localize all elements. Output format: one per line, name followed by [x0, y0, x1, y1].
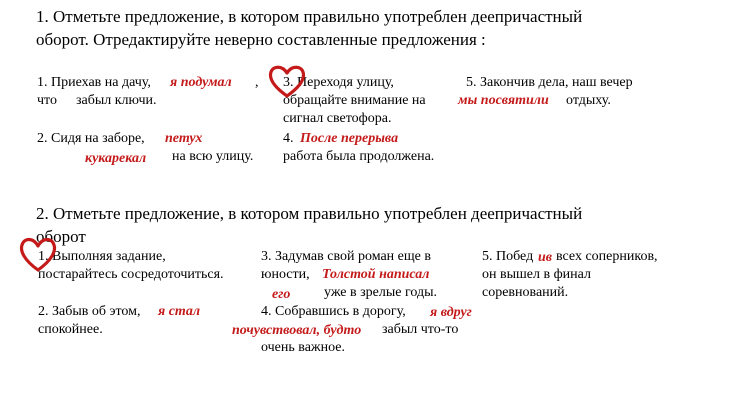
task1-s3-line2: обращайте внимание на [283, 93, 426, 108]
task1-s1-comma: , [255, 75, 259, 90]
task1-s5-line2: отдыху. [566, 93, 611, 108]
task1-title-line2: оборот. Отредактируйте неверно составленные предложения : [36, 30, 486, 49]
task2-s1-line1: 1. Выполняя задание, [38, 249, 166, 264]
task2-s5-line3: соревнований. [482, 285, 569, 300]
task1-s1-line2a: что [37, 93, 57, 108]
task1-s3-line1: 3. Переходя улицу, [283, 75, 394, 90]
task2-s2-line1: 2. Забыв об этом, [38, 304, 141, 319]
task2-s3-line3: уже в зрелые годы. [324, 285, 437, 300]
task2-s3-line1: 3. Задумав свой роман еще в [261, 249, 431, 264]
task1-s4-correction: После перерыва [300, 131, 399, 146]
task1-s3-line3: сигнал светофора. [283, 111, 392, 126]
task2-s5-line1a: 5. Побед [482, 249, 534, 264]
task1-title-line1: 1. Отметьте предложение, в котором правильно употреблен деепричастный [36, 7, 583, 26]
task1-s1-line1: 1. Приехав на дачу, [37, 75, 151, 90]
task2-s4-line2: забыл что-то [382, 322, 459, 337]
task2-s1-line2: постарайтесь сосредоточиться. [38, 267, 224, 282]
heart-icon [267, 64, 307, 100]
heart-icon [18, 236, 58, 274]
task1-s1-correction: я подумал [170, 75, 232, 90]
task1-s2-line2: на всю улицу. [172, 149, 254, 164]
task1-s4-line2: работа была продолжена. [283, 149, 435, 164]
task2-s4-correction2: почувствовал, будто [232, 323, 362, 338]
task2-s2-line2: спокойнее. [38, 322, 103, 337]
task1-s5-correction: мы посвятили [458, 93, 549, 108]
task1-s1-line2b: забыл ключи. [76, 93, 157, 108]
task2-s5-line1b: всех соперников, [556, 249, 658, 264]
task1-s2-line1: 2. Сидя на заборе, [37, 131, 145, 146]
task2-s5-line2: он вышел в финал [482, 267, 591, 282]
task2-s2-correction: я стал [158, 304, 200, 319]
task2-s3-correction1: Толстой написал [322, 267, 430, 282]
task2-s5-correction: ив [538, 250, 553, 265]
task2-s3-correction2: его [272, 287, 291, 302]
task2-s4-line3: очень важное. [261, 340, 345, 355]
task2-s4-correction1: я вдруг [430, 305, 472, 320]
task1-s5-line1: 5. Закончив дела, наш вечер [466, 75, 633, 90]
task2-title-line2: оборот [36, 227, 86, 246]
task2-title-line1: 2. Отметьте предложение, в котором правильно употреблен деепричастный [36, 204, 583, 223]
task2-s3-line2: юности, [261, 267, 310, 282]
task1-s2-correction1: петух [165, 131, 203, 146]
task1-s2-correction2: кукарекал [85, 151, 147, 166]
task1-s4-line1: 4. [283, 131, 294, 146]
task2-s4-line1: 4. Собравшись в дорогу, [261, 304, 406, 319]
